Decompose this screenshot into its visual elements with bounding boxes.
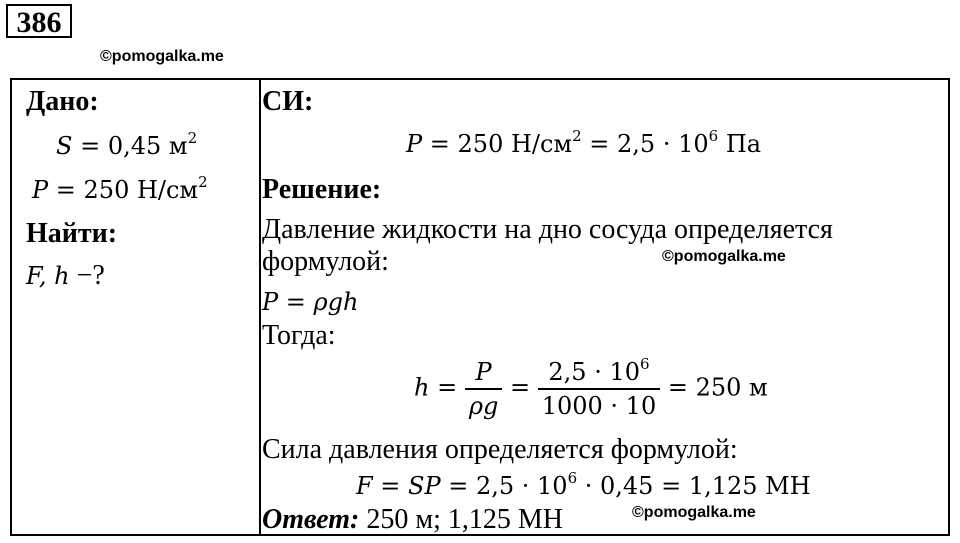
given-pressure: P = 250 $Н/см^2$ (32, 173, 208, 204)
solution-title: Решение: (262, 174, 382, 205)
si-conversion: P = 250 $Н/см^2 = 2,5 \cdot 10^6$ Па (406, 127, 762, 158)
pressure-formula: P = ρgh (262, 288, 359, 316)
solution-text-2: формулой: (262, 246, 389, 277)
force-formula: F = SP = $2,5 \cdot 10^6 \cdot 0,45 = 1,125$ МН (356, 469, 811, 500)
fraction-2: $\frac{2,5 \cdot 10^6}{1000 \cdot 10}$ (538, 358, 661, 420)
solution-text-3: Тогда: (262, 320, 336, 351)
answer: Ответ: 250 м; 1,125 МН (262, 504, 563, 535)
column-divider (259, 80, 261, 534)
given-area: S = 0,45 $м^2$ (56, 129, 198, 160)
si-title: СИ: (262, 86, 314, 117)
given-title: Дано: (26, 86, 99, 117)
find-title: Найти: (26, 218, 118, 249)
watermark-bottom: ©pomogalka.me (632, 504, 756, 521)
solution-table (10, 78, 950, 536)
watermark-top: ©pomogalka.me (100, 48, 224, 65)
solution-text-1: Давление жидкости на дно сосуда определяется (262, 214, 833, 245)
fraction-1: $\frac{P}{\rho g}$ (465, 358, 502, 420)
problem-number: 386 (6, 4, 72, 38)
height-formula: h = $\frac{P}{\rho g}$ = $\frac{2,5 \cdot 10^6}{1000 \cdot 10}$ = 250 м (414, 355, 768, 420)
find-vars: F, h −? (26, 260, 105, 291)
solution-text-4: Сила давления определяется формулой: (262, 434, 738, 465)
watermark-middle: ©pomogalka.me (662, 248, 786, 265)
